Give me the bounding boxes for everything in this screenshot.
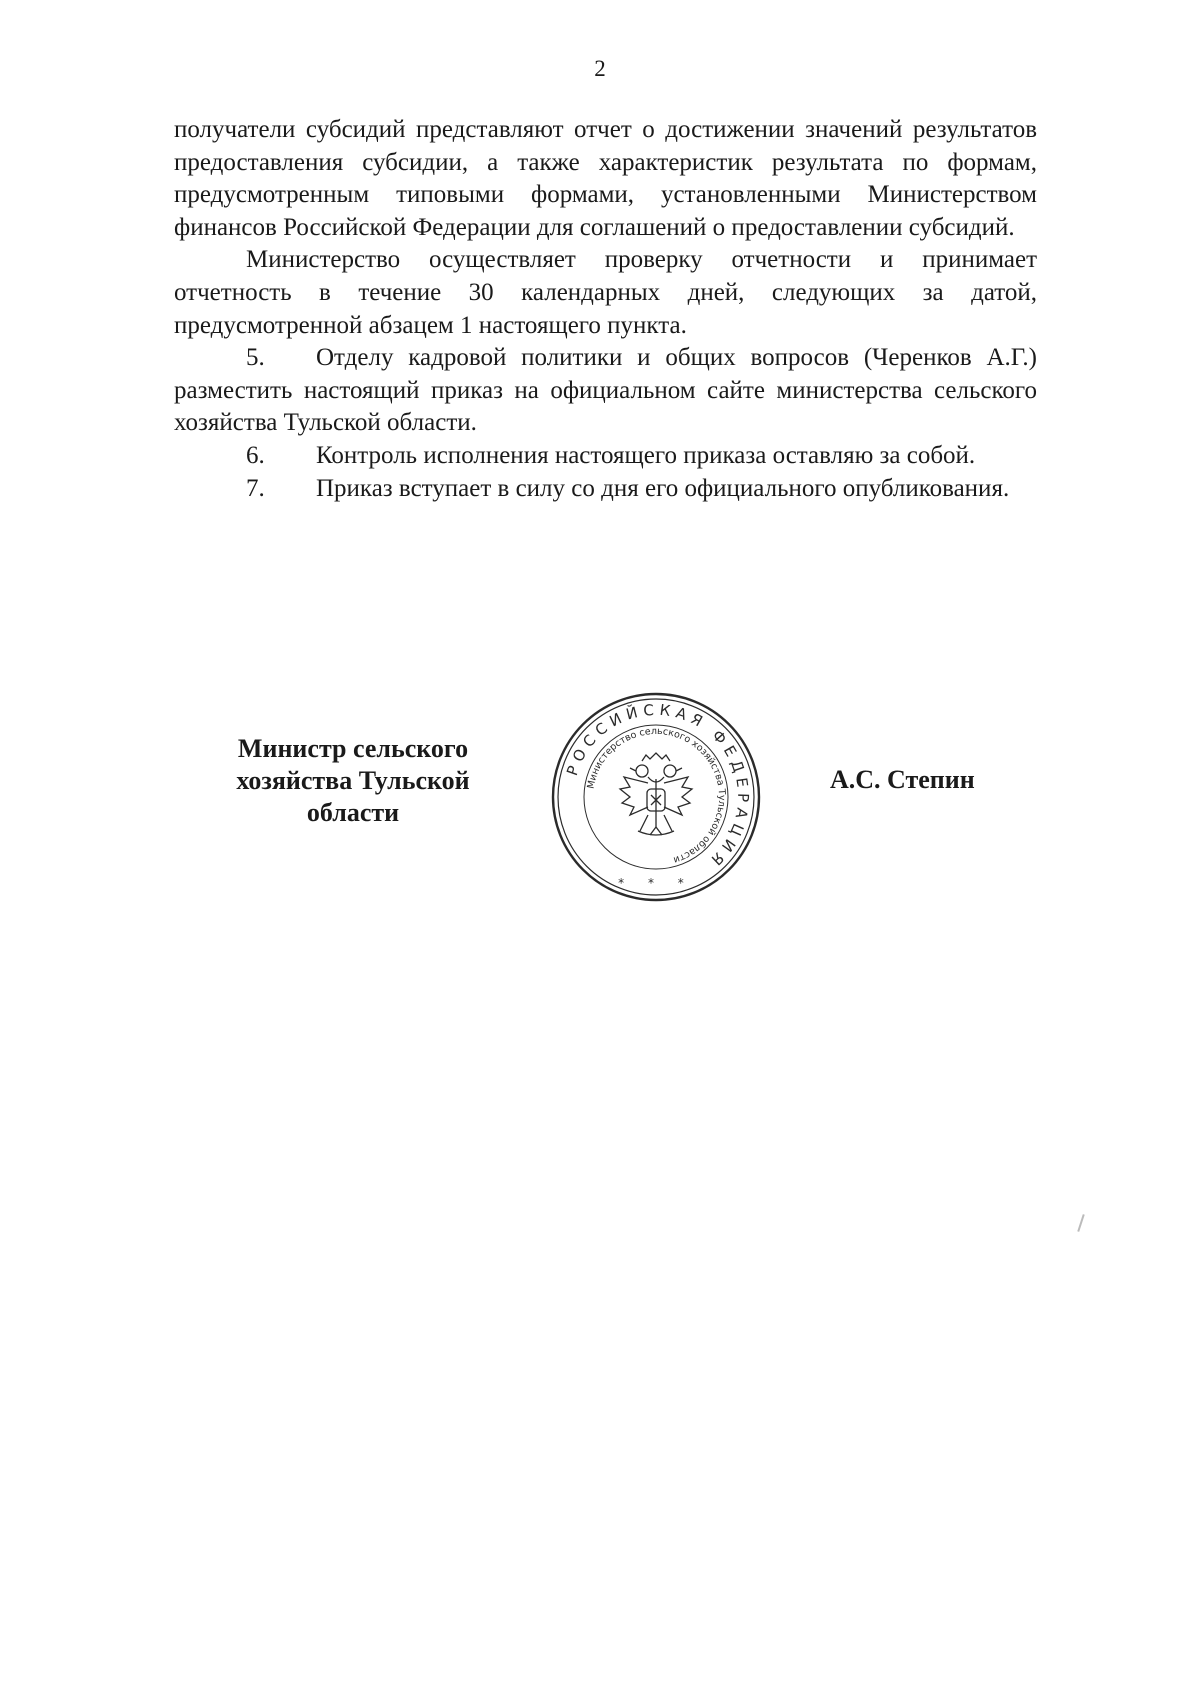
scan-artifact bbox=[1077, 1214, 1084, 1232]
signatory-title: Министр сельского хозяйства Тульской области bbox=[236, 734, 470, 827]
document-body bbox=[174, 114, 1037, 505]
paragraph-item-7 bbox=[174, 473, 1037, 506]
official-seal-stamp bbox=[550, 691, 762, 903]
item-number: 5. bbox=[246, 344, 265, 372]
seal-outer-text: РОССИЙСКАЯ ФЕДЕРАЦИЯ bbox=[563, 700, 753, 873]
paragraph-item-5 bbox=[174, 342, 1037, 440]
item-text: Приказ вступает в силу со дня его официального опубликования. bbox=[316, 474, 1010, 502]
double-headed-eagle-icon bbox=[620, 753, 692, 835]
page-number: 2 bbox=[594, 56, 606, 81]
item-number: 7. bbox=[246, 474, 265, 502]
paragraph-ministry-check: Министерство осуществляет проверку отчетности и принимает отчетность в течение 30 календарных дней, следующих за датой, предусмотренной абзацем 1 настоящего пункта. bbox=[174, 246, 1037, 339]
signatory-name: А.С. Степин bbox=[830, 765, 975, 794]
seal-stars: * * * bbox=[618, 876, 694, 890]
item-text: Контроль исполнения настоящего приказа оставляю за собой. bbox=[316, 441, 976, 469]
seal-inner-text: Министерство сельского хозяйства Тульской области bbox=[585, 725, 728, 866]
paragraph-continuation: получатели субсидий представляют отчет о достижении значений результатов предоставления субсидии, а также характеристик результата по формам, предусмотренным типовыми формами, установленными Министерством финансов Российской Федерации для соглашений о предоставлении субсидий. bbox=[174, 116, 1037, 241]
item-text: Отделу кадровой политики и общих вопросов (Черенков А.Г.) разместить настоящий приказ на официальном сайте министерства сельского хозяйства Тульской области. bbox=[174, 344, 1037, 437]
paragraph-item-6 bbox=[174, 440, 1037, 473]
item-number: 6. bbox=[246, 441, 265, 469]
